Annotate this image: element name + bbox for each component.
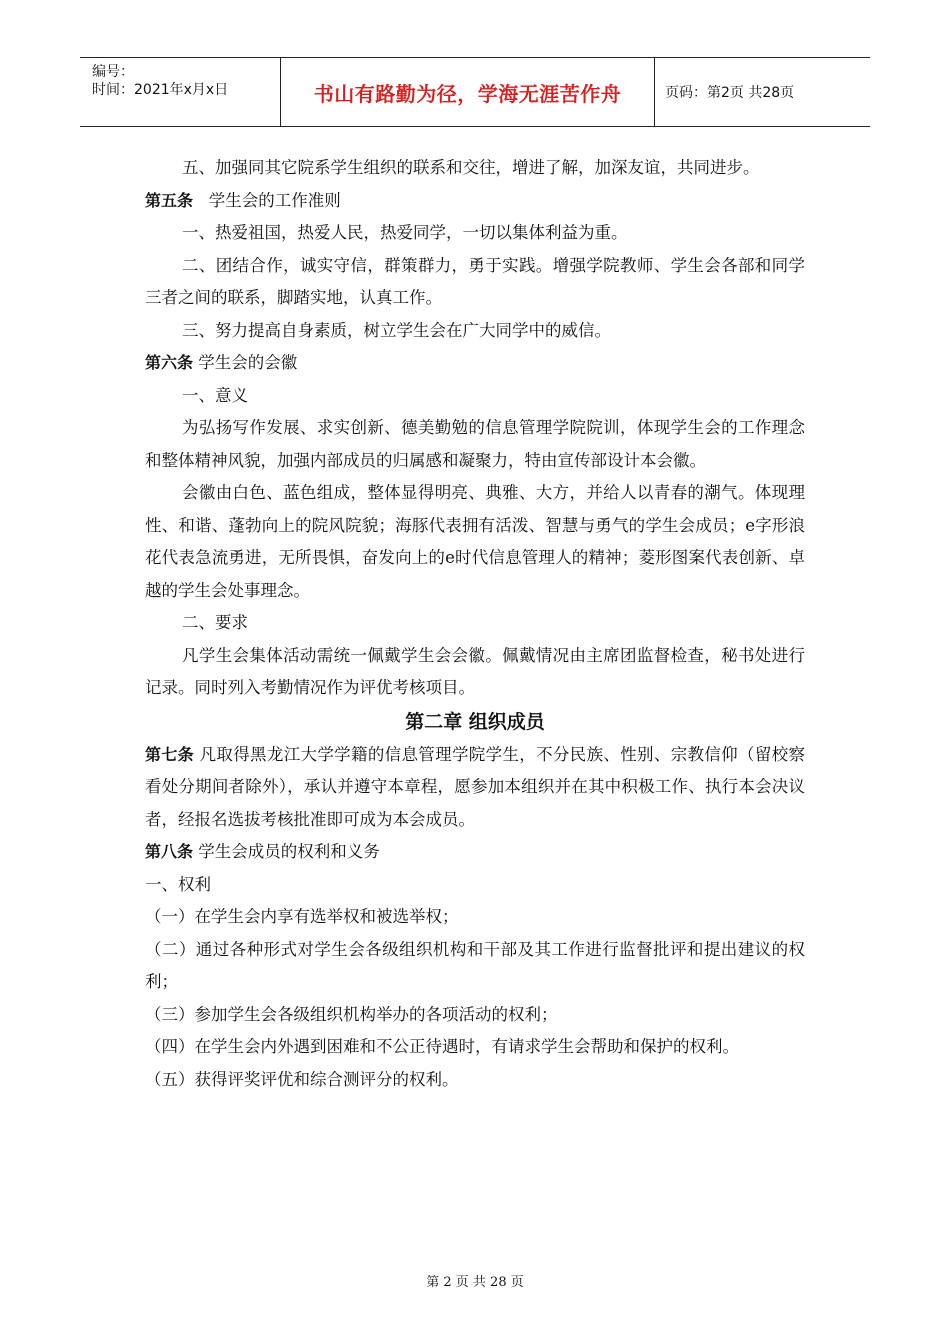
document-body — [145, 152, 805, 1096]
header-motto: 书山有路勤为径，学海无涯苦作舟 — [313, 81, 622, 106]
article-label: 第七条 — [145, 744, 194, 764]
list-item: （二）通过各种形式对学生会各级组织机构和干部及其工作进行监督批评和提出建议的权利； — [145, 939, 805, 991]
article-title: 学生会的会徽 — [198, 353, 298, 372]
article-label: 第六条 — [145, 353, 194, 372]
chapter-heading: 第二章 组织成员 — [405, 710, 545, 733]
paragraph: 凡学生会集体活动需统一佩戴学生会会徽。佩戴情况由主席团监督检查，秘书处进行记录。同时列入考勤情况作为评优考核项目。 — [145, 645, 805, 697]
page-header — [80, 57, 870, 127]
article-7 — [145, 739, 805, 837]
header-page-info: 页码：第2页 共28页 — [665, 85, 795, 101]
paragraph: 三、努力提高自身素质，树立学生会在广大同学中的威信。 — [182, 320, 611, 340]
header-motto-cell — [281, 58, 655, 126]
paragraph: 一、意义 — [182, 385, 248, 405]
paragraph: 会徽由白色、蓝色组成，整体显得明亮、典雅、大方，并给人以青春的潮气。体现理性、和谐、蓬勃向上的院风院貌；海豚代表拥有活泼、智慧与勇气的学生会成员；e字形浪花代表急流勇进，无所畏惧，奋发向上的e时代信息管理人的精神；菱形图案代表创新、卓越的学生会处事理念。 — [145, 483, 805, 600]
list-item: （五）获得评奖评优和综合测评分的权利。 — [145, 1069, 459, 1089]
document-number-label: 编号： — [92, 64, 134, 80]
article-5 — [145, 185, 805, 218]
article-6 — [145, 347, 805, 380]
article-label: 第八条 — [145, 842, 194, 861]
page-footer: 第 2 页 共 28 页 — [426, 1275, 524, 1290]
paragraph: 二、要求 — [182, 613, 248, 632]
list-item: （四）在学生会内外遇到困难和不公正待遇时，有请求学生会帮助和保护的权利。 — [145, 1037, 739, 1056]
article-text: 凡取得黑龙江大学学籍的信息管理学院学生，不分民族、性别、宗教信仰（留校察看处分期间者除外），承认并遵守本章程，愿参加本组织并在其中积极工作、执行本会决议者，经报名选拔考核批准即可成为本会成员。 — [145, 744, 805, 829]
paragraph: 一、热爱祖国，热爱人民，热爱同学，一切以集体利益为重。 — [182, 223, 628, 242]
header-meta — [80, 58, 281, 126]
paragraph: 为弘扬写作发展、求实创新、德美勤勉的信息管理学院院训，体现学生会的工作理念和整体精神风貌，加强内部成员的归属感和凝聚力，特由宣传部设计本会徽。 — [145, 418, 805, 470]
paragraph: 二、团结合作，诚实守信，群策群力，勇于实践。增强学院教师、学生会各部和同学三者之间的联系，脚踏实地，认真工作。 — [145, 255, 805, 307]
list-item: （三）参加学生会各级组织机构举办的各项活动的权利； — [145, 1004, 558, 1024]
article-label: 第五条 — [145, 190, 194, 210]
paragraph: 五、加强同其它院系学生组织的联系和交往，增进了解，加深友谊，共同进步。 — [182, 158, 760, 177]
article-title: 学生会成员的权利和义务 — [198, 842, 380, 861]
list-item: （一）在学生会内享有选举权和被选举权； — [145, 907, 459, 926]
article-8 — [145, 836, 805, 869]
paragraph: 一、权利 — [145, 874, 211, 894]
article-title: 学生会的工作准则 — [208, 190, 341, 210]
document-time-label: 时间：2021年x月x日 — [92, 82, 229, 98]
